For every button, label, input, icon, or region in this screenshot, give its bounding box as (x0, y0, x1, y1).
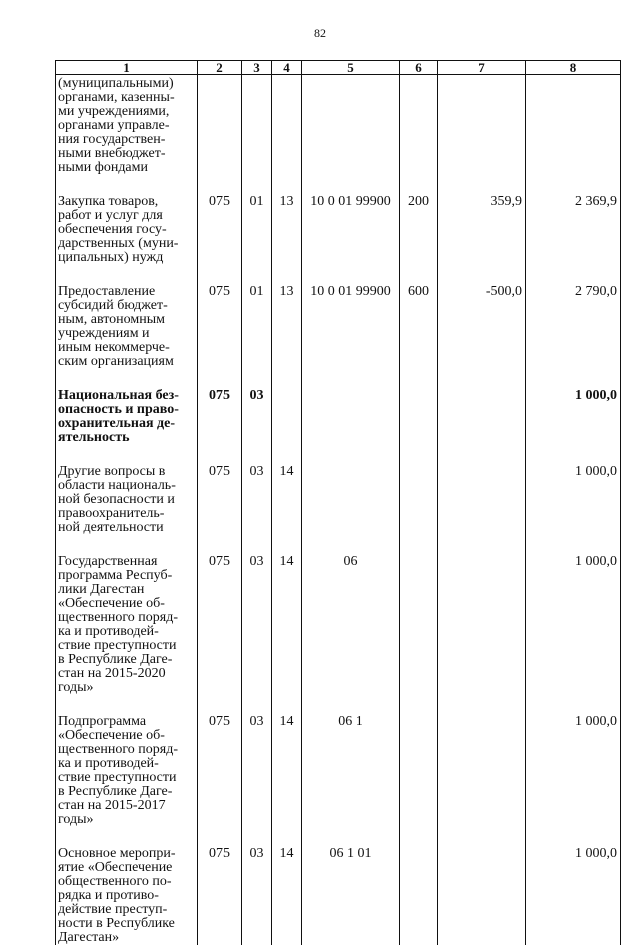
cell-text: Предоставление субсидий бюджет- ным, автономным учреждениям и иным некоммерче- ским организациям (58, 284, 174, 369)
cell-text: 359,9 (491, 194, 523, 209)
cell-text: 13 (280, 194, 294, 209)
row-name-cell (56, 465, 198, 555)
row-subsection-cell (272, 847, 302, 945)
cell-text: 06 1 01 (330, 846, 372, 861)
cell-text: 01 (250, 194, 264, 209)
cell-text: Основное меропри- ятие «Обеспечение общественного по- рядка и противо- действие преступ- ности в Республике Дагестан» (58, 846, 176, 945)
table-row (56, 195, 621, 285)
row-change-amount-cell (438, 465, 526, 555)
row-change-amount-cell (438, 715, 526, 847)
row-section-cell (242, 75, 272, 196)
row-name-cell (56, 715, 198, 847)
row-name-cell (56, 75, 198, 196)
row-subsection-cell (272, 555, 302, 715)
column-header: 5 (302, 61, 400, 75)
row-code-cell (198, 715, 242, 847)
table-row (56, 715, 621, 847)
row-total-amount-cell (526, 75, 621, 196)
row-section-cell (242, 389, 272, 465)
row-target-article-cell (302, 465, 400, 555)
page-number: 82 (0, 26, 640, 41)
row-subsection-cell (272, 465, 302, 555)
row-change-amount-cell (438, 75, 526, 196)
row-expense-type-cell (400, 195, 438, 285)
cell-text: -500,0 (486, 284, 522, 299)
column-header: 2 (198, 61, 242, 75)
cell-text: (муниципальными) органами, казенны- ми учреждениями, органами управле- ния государствен- ными внебюджет- ными фондами (58, 76, 175, 175)
cell-text: 1 000,0 (575, 714, 617, 729)
row-section-cell (242, 465, 272, 555)
row-target-article-cell (302, 555, 400, 715)
cell-text: Закупка товаров, работ и услуг для обеспечения госу- дарственных (муни- ципальных) нужд (58, 194, 178, 265)
cell-text: 075 (209, 464, 230, 479)
row-expense-type-cell (400, 389, 438, 465)
row-expense-type-cell (400, 285, 438, 389)
row-code-cell (198, 195, 242, 285)
column-header: 1 (56, 61, 198, 75)
row-code-cell (198, 465, 242, 555)
cell-text: 075 (209, 284, 230, 299)
row-total-amount-cell (526, 389, 621, 465)
row-total-amount-cell (526, 465, 621, 555)
row-target-article-cell (302, 389, 400, 465)
cell-text: Национальная без- опасность и право- охранительная де- ятельность (58, 388, 179, 445)
cell-text: 2 790,0 (575, 284, 617, 299)
row-name-cell (56, 389, 198, 465)
row-total-amount-cell (526, 715, 621, 847)
cell-text: 600 (408, 284, 429, 299)
row-subsection-cell (272, 75, 302, 196)
row-change-amount-cell (438, 847, 526, 945)
cell-text: 075 (209, 554, 230, 569)
row-code-cell (198, 847, 242, 945)
column-header: 6 (400, 61, 438, 75)
table-body (56, 75, 621, 945)
cell-text: 14 (280, 464, 294, 479)
cell-text: 075 (209, 388, 230, 403)
row-name-cell (56, 847, 198, 945)
row-section-cell (242, 847, 272, 945)
cell-text: 06 (344, 554, 358, 569)
table-row (56, 847, 621, 945)
cell-text: 03 (250, 846, 264, 861)
row-section-cell (242, 555, 272, 715)
column-header: 3 (242, 61, 272, 75)
row-total-amount-cell (526, 847, 621, 945)
cell-text: 2 369,9 (575, 194, 617, 209)
table-row (56, 465, 621, 555)
cell-text: 075 (209, 194, 230, 209)
cell-text: 10 0 01 99900 (310, 194, 391, 209)
row-subsection-cell (272, 285, 302, 389)
table-row (56, 389, 621, 465)
row-code-cell (198, 75, 242, 196)
row-total-amount-cell (526, 555, 621, 715)
row-target-article-cell (302, 75, 400, 196)
cell-text: 14 (280, 846, 294, 861)
row-total-amount-cell (526, 285, 621, 389)
cell-text: 1 000,0 (575, 464, 617, 479)
row-subsection-cell (272, 389, 302, 465)
row-section-cell (242, 285, 272, 389)
row-expense-type-cell (400, 847, 438, 945)
budget-table-container (55, 60, 621, 945)
row-code-cell (198, 285, 242, 389)
cell-text: 03 (250, 554, 264, 569)
cell-text: 03 (250, 388, 264, 403)
row-code-cell (198, 555, 242, 715)
row-name-cell (56, 285, 198, 389)
cell-text: 075 (209, 846, 230, 861)
row-section-cell (242, 195, 272, 285)
row-expense-type-cell (400, 715, 438, 847)
row-target-article-cell (302, 285, 400, 389)
column-header: 7 (438, 61, 526, 75)
row-subsection-cell (272, 715, 302, 847)
cell-text: 06 1 (338, 714, 363, 729)
cell-text: Подпрограмма «Обеспечение об- щественного поряд- ка и противодей- ствие преступности в Республике Даге- стан на 2015-2017 годы» (58, 714, 178, 827)
row-expense-type-cell (400, 555, 438, 715)
cell-text: 1 000,0 (575, 388, 617, 403)
column-header: 8 (526, 61, 621, 75)
row-change-amount-cell (438, 555, 526, 715)
table-row (56, 555, 621, 715)
table-row (56, 75, 621, 196)
cell-text: 14 (280, 554, 294, 569)
cell-text: Государственная программа Респуб- лики Дагестан «Обеспечение об- щественного поряд- ка и противодей- ствие преступности в Республике Даге- стан на 2015-2020 годы» (58, 554, 178, 695)
table-header-row (56, 61, 621, 75)
row-change-amount-cell (438, 389, 526, 465)
cell-text: 1 000,0 (575, 554, 617, 569)
row-section-cell (242, 715, 272, 847)
cell-text: 10 0 01 99900 (310, 284, 391, 299)
row-change-amount-cell (438, 285, 526, 389)
row-target-article-cell (302, 715, 400, 847)
table-row (56, 285, 621, 389)
row-expense-type-cell (400, 465, 438, 555)
budget-table (55, 60, 621, 945)
row-target-article-cell (302, 195, 400, 285)
cell-text: 13 (280, 284, 294, 299)
column-header: 4 (272, 61, 302, 75)
cell-text: Другие вопросы в области националь- ной безопасности и правоохранитель- ной деятельности (58, 464, 176, 535)
cell-text: 01 (250, 284, 264, 299)
row-target-article-cell (302, 847, 400, 945)
cell-text: 075 (209, 714, 230, 729)
cell-text: 03 (250, 714, 264, 729)
row-subsection-cell (272, 195, 302, 285)
row-name-cell (56, 195, 198, 285)
row-total-amount-cell (526, 195, 621, 285)
row-code-cell (198, 389, 242, 465)
row-name-cell (56, 555, 198, 715)
row-change-amount-cell (438, 195, 526, 285)
cell-text: 03 (250, 464, 264, 479)
row-expense-type-cell (400, 75, 438, 196)
cell-text: 200 (408, 194, 429, 209)
cell-text: 14 (280, 714, 294, 729)
cell-text: 1 000,0 (575, 846, 617, 861)
